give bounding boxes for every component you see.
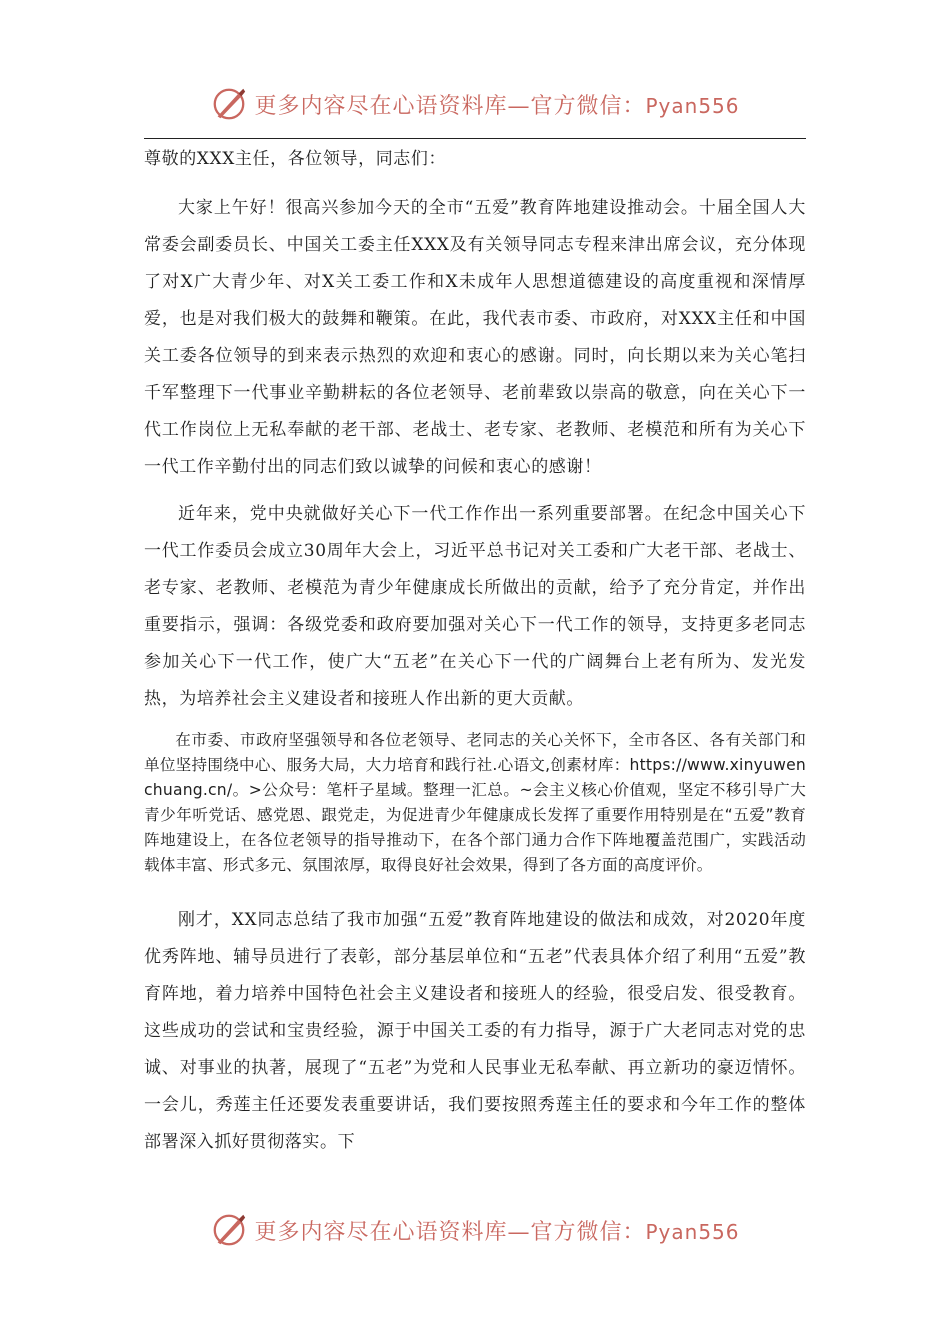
pen-logo-icon (210, 1211, 248, 1249)
salutation: 尊敬的XXX主任，各位领导，同志们： (144, 149, 447, 169)
document-body (144, 144, 806, 1161)
paragraph-4: 刚才，XX同志总结了我市加强“五爱”教育阵地建设的做法和成效，对2020年度优秀阵地、辅导员进行了表彰，部分基层单位和“五老”代表具体介绍了利用“五爱”教育阵地，着力培养中国特色社会主义建设者和接班人的经验，很受启发、很受教育。这些成功的尝试和宝贵经验，源于中国关工委的有力指导，源于广大老同志对党的忠诚、对事业的执著，展现了“五老”为党和人民事业无私奉献、再立新功的豪迈情怀。一会儿，秀莲主任还要发表重要讲话，我们要按照秀莲主任的要求和今年工作的整体部署深入抓好贯彻落实。下 (144, 910, 806, 1152)
paragraph-2: 近年来，党中央就做好关心下一代工作作出一系列重要部署。在纪念中国关心下一代工作委员会成立30周年大会上，习近平总书记对关工委和广大老干部、老战士、老专家、老教师、老模范为青少年健康成长所做出的贡献，给予了充分肯定，并作出重要指示，强调：各级党委和政府要加强对关心下一代工作的领导，支持更多老同志参加关心下一代工作，使广大“五老”在关心下一代的广阔舞台上老有所为、发光发热，为培养社会主义建设者和接班人作出新的更大贡献。 (144, 504, 806, 709)
header-wechat-id: Pyan556 (645, 93, 740, 118)
pen-logo-icon (210, 85, 248, 123)
header-banner (0, 82, 950, 126)
header-banner-text: 更多内容尽在心语资料库—官方微信：Pyan556 (254, 93, 740, 119)
footer-banner-text: 更多内容尽在心语资料库—官方微信：Pyan556 (254, 1219, 740, 1245)
footer-wechat-id: Pyan556 (645, 1219, 740, 1244)
paragraph-3: 在市委、市政府坚强领导和各位老领导、老同志的关心关怀下，全市各区、各有关部门和单位坚持围绕中心、服务大局，大力培育和践行社.心语文,创素材库：https://www.xinyuwenchuang.cn/。>公众号：笔杆子星域。整理一汇总。~会主义核心价值观，坚定不移引导广大青少年听党话、感党恩、跟党走，为促进青少年健康成长发挥了重要作用特别是在“五爱”教育阵地建设上，在各位老领导的指导推动下，在各个部门通力合作下阵地覆盖范围广，实践活动载体丰富、形式多元、氛围浓厚，取得良好社会效果，得到了各方面的高度评价。 (144, 731, 806, 874)
header-divider (144, 138, 806, 139)
footer-banner (0, 1208, 950, 1252)
paragraph-1: 大家上午好！很高兴参加今天的全市“五爱”教育阵地建设推动会。十届全国人大常委会副委员长、中国关工委主任XXX及有关领导同志专程来津出席会议，充分体现了对X广大青少年、对X关工委工作和X未成年人思想道德建设的高度重视和深情厚爱，也是对我们极大的鼓舞和鞭策。在此，我代表市委、市政府，对XXX主任和中国关工委各位领导的到来表示热烈的欢迎和衷心的感谢。同时，向长期以来为关心笔扫千军整理下一代事业辛勤耕耘的各位老领导、老前辈致以崇高的敬意，向在关心下一代工作岗位上无私奉献的老干部、老战士、老专家、老教师、老模范和所有为关心下一代工作辛勤付出的同志们致以诚挚的问候和衷心的感谢！ (144, 198, 806, 477)
